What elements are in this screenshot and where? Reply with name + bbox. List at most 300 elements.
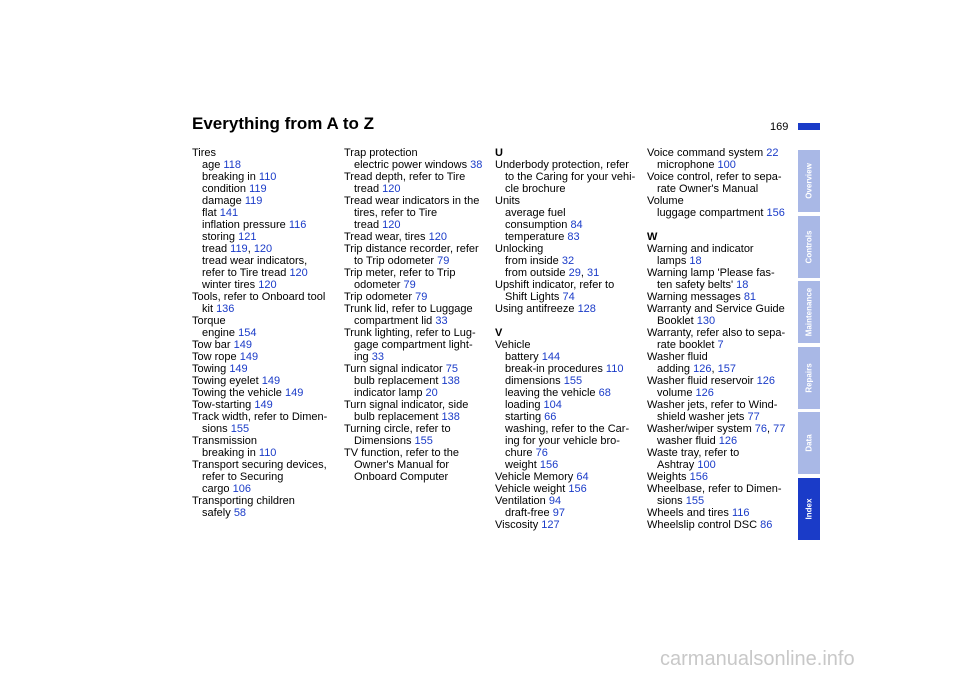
index-entry-text: Towing the vehicle xyxy=(192,387,282,399)
index-entry-text: Warning lamp 'Please fas- xyxy=(647,267,775,279)
index-entry-text: Underbody protection, refer xyxy=(495,159,629,171)
page-reference-link[interactable]: 120 xyxy=(428,231,447,243)
index-entry-text: Ashtray xyxy=(657,459,695,471)
index-entry-text: Washer/wiper system xyxy=(647,423,752,435)
index-entry xyxy=(647,171,787,183)
index-entry xyxy=(647,387,787,399)
page-reference-link[interactable]: 32 xyxy=(561,255,575,267)
index-entry xyxy=(344,147,484,159)
page-reference-link[interactable]: 127 xyxy=(541,519,560,531)
index-entry-text: Turning circle, refer to xyxy=(344,423,451,435)
tab-label: Maintenance xyxy=(804,287,814,337)
index-entry xyxy=(495,411,635,423)
index-entry-text: tread wear indicators, xyxy=(202,255,308,267)
page-reference-link[interactable]: 154 xyxy=(238,327,257,339)
index-entry xyxy=(495,183,635,195)
index-entry-text: Trip distance recorder, refer xyxy=(344,243,479,255)
page-reference-link[interactable]: 97 xyxy=(552,507,565,519)
index-entry xyxy=(495,447,635,459)
index-entry xyxy=(647,303,787,315)
index-entry xyxy=(495,363,635,375)
index-entry-text: Turn signal indicator, side xyxy=(344,399,469,411)
index-entry xyxy=(647,507,787,519)
page-reference-link[interactable]: 116 xyxy=(732,507,750,519)
page-reference-link[interactable]: 118 xyxy=(223,159,241,171)
index-entry-text: Trunk lid, refer to Luggage xyxy=(344,303,473,315)
index-entry-text: from outside xyxy=(505,267,566,279)
index-entry xyxy=(495,291,635,303)
index-entry xyxy=(495,495,635,507)
index-entry xyxy=(647,411,787,423)
page-reference-link[interactable]: 29 xyxy=(568,267,581,279)
index-entry-text: Vehicle weight xyxy=(495,483,566,495)
index-entry-text: Wheelbase, refer to Dimen- xyxy=(647,483,782,495)
section-tabs xyxy=(798,150,820,544)
index-entry xyxy=(495,507,635,519)
index-entry xyxy=(495,159,635,171)
page-reference-link[interactable]: 120 xyxy=(289,267,308,279)
index-entry-text: luggage compartment xyxy=(657,207,764,219)
index-entry xyxy=(647,447,787,459)
index-entry xyxy=(647,207,787,219)
index-entry-text: sions xyxy=(657,495,683,507)
page-reference-link[interactable]: 64 xyxy=(576,471,589,483)
index-entry xyxy=(344,279,484,291)
page-reference-link[interactable]: 149 xyxy=(239,351,259,363)
index-entry xyxy=(192,447,332,459)
index-entry xyxy=(495,351,635,363)
index-entry-text: damage xyxy=(202,195,242,207)
index-entry xyxy=(495,387,635,399)
page-reference-link[interactable]: 77 xyxy=(773,423,786,435)
page-reference-link[interactable]: 149 xyxy=(261,375,281,387)
index-entry-text: break-in procedures xyxy=(505,363,603,375)
index-entry-text: draft-free xyxy=(505,507,550,519)
index-entry xyxy=(495,399,635,411)
index-entry-text: Transporting children xyxy=(192,495,295,507)
index-entry xyxy=(344,363,484,375)
index-letter-heading xyxy=(495,327,635,339)
index-entry-text: loading xyxy=(505,399,541,411)
index-entry-text: Tow rope xyxy=(192,351,237,363)
index-entry xyxy=(344,459,484,471)
index-entry-text: Trip odometer xyxy=(344,291,413,303)
index-entry-text: Weights xyxy=(647,471,687,483)
index-entry-text: tread xyxy=(354,219,380,231)
page-reference-link[interactable]: 155 xyxy=(563,375,583,387)
index-entry xyxy=(647,495,787,507)
index-entry-text: ten safety belts' xyxy=(657,279,734,291)
page-reference-link[interactable]: 120 xyxy=(382,183,401,195)
page-reference-link[interactable]: 100 xyxy=(717,159,736,171)
index-entry xyxy=(647,435,787,447)
index-entry-text: consumption xyxy=(505,219,568,231)
index-entry xyxy=(192,363,332,375)
index-entry-text: compartment lid xyxy=(354,315,433,327)
page-reference-link[interactable]: 81 xyxy=(743,291,757,303)
index-entry xyxy=(647,255,787,267)
page-reference-link[interactable]: 155 xyxy=(685,495,705,507)
tab-controls[interactable] xyxy=(798,216,820,278)
index-entry-text: engine xyxy=(202,327,236,339)
page-reference-link[interactable]: 126 xyxy=(693,363,712,375)
index-letter-heading xyxy=(647,231,787,243)
index-entry xyxy=(495,219,635,231)
index-entry-text: Tools, refer to Onboard tool xyxy=(192,291,326,303)
index-entry xyxy=(344,255,484,267)
page-reference-link[interactable]: 20 xyxy=(425,387,438,399)
page-reference-link[interactable]: 58 xyxy=(233,507,247,519)
index-entry-text: Ventilation xyxy=(495,495,546,507)
index-entry-text: condition xyxy=(202,183,247,195)
index-entry xyxy=(344,339,484,351)
index-entry xyxy=(344,231,484,243)
index-entry xyxy=(192,147,332,159)
index-entry xyxy=(192,471,332,483)
index-entry xyxy=(344,291,484,303)
index-entry xyxy=(344,423,484,435)
page-reference-link[interactable]: 155 xyxy=(230,423,250,435)
index-column-2 xyxy=(344,147,484,483)
index-entry xyxy=(495,195,635,207)
index-entry-text: Units xyxy=(495,195,521,207)
index-entry xyxy=(192,219,332,231)
page-reference-link[interactable]: 126 xyxy=(756,375,775,387)
index-entry-text: kit xyxy=(202,303,213,315)
index-entry xyxy=(647,315,787,327)
index-entry xyxy=(647,279,787,291)
index-entry-text: shield washer jets xyxy=(657,411,745,423)
index-entry xyxy=(495,255,635,267)
index-column-3 xyxy=(495,147,635,531)
index-entry xyxy=(344,195,484,207)
page-reference-link[interactable]: 141 xyxy=(219,207,239,219)
page-reference-link[interactable]: 74 xyxy=(562,291,575,303)
page-reference-link[interactable]: 79 xyxy=(403,279,416,291)
page-reference-link[interactable]: 130 xyxy=(696,315,716,327)
index-entry xyxy=(647,159,787,171)
page-reference-link[interactable]: 128 xyxy=(577,303,596,315)
page-reference-link[interactable]: 136 xyxy=(216,303,235,315)
page-reference-link[interactable]: 79 xyxy=(437,255,450,267)
index-entry-text: TV function, refer to the xyxy=(344,447,459,459)
index-entry-text: V xyxy=(495,327,503,339)
index-entry xyxy=(344,351,484,363)
index-entry-text: Trap protection xyxy=(344,147,418,159)
index-entry-text: W xyxy=(647,231,658,243)
index-entry-text: refer to Securing xyxy=(202,471,284,483)
tab-data[interactable] xyxy=(798,412,820,474)
page-reference-link[interactable]: 138 xyxy=(441,375,460,387)
page-reference-link[interactable]: 120 xyxy=(253,243,273,255)
index-entry-text: breaking in xyxy=(202,447,256,459)
index-entry-text: rate Owner's Manual xyxy=(657,183,759,195)
index-entry-text: inflation pressure xyxy=(202,219,286,231)
index-column-1 xyxy=(192,147,332,519)
page-reference-link[interactable]: 138 xyxy=(441,411,460,423)
tab-repairs[interactable] xyxy=(798,347,820,409)
index-entry-text: Owner's Manual for xyxy=(354,459,450,471)
index-entry-text: cargo xyxy=(202,483,230,495)
index-entry xyxy=(647,243,787,255)
page-reference-link[interactable]: 33 xyxy=(435,315,448,327)
index-entry-text: Upshift indicator, refer to xyxy=(495,279,615,291)
page-reference-link[interactable]: 156 xyxy=(568,483,587,495)
index-entry xyxy=(647,195,787,207)
index-entry xyxy=(192,171,332,183)
index-entry xyxy=(192,483,332,495)
index-entry xyxy=(192,339,332,351)
index-entry xyxy=(344,219,484,231)
page-reference-link[interactable]: 157 xyxy=(717,363,736,375)
index-entry xyxy=(647,339,787,351)
index-entry-text: tread xyxy=(202,243,228,255)
index-entry xyxy=(495,207,635,219)
page-reference-link[interactable]: 22 xyxy=(766,147,779,159)
index-entry-text: Track width, refer to Dimen- xyxy=(192,411,328,423)
index-entry xyxy=(192,159,332,171)
index-entry xyxy=(192,423,332,435)
index-entry-text: age xyxy=(202,159,221,171)
index-entry xyxy=(344,315,484,327)
index-entry xyxy=(344,267,484,279)
page-reference-link[interactable]: 100 xyxy=(697,459,716,471)
tab-maintenance[interactable] xyxy=(798,281,820,343)
page-reference-link[interactable]: 156 xyxy=(539,459,559,471)
index-entry-text: Viscosity xyxy=(495,519,539,531)
page-reference-link[interactable]: 76 xyxy=(754,423,768,435)
index-entry xyxy=(192,507,332,519)
index-entry xyxy=(344,159,484,171)
index-entry-text: Onboard Computer xyxy=(354,471,449,483)
index-entry xyxy=(495,231,635,243)
page-reference-link[interactable]: 110 xyxy=(258,171,277,183)
index-entry-text: tires, refer to Tire xyxy=(354,207,438,219)
index-entry-text: Washer jets, refer to Wind- xyxy=(647,399,778,411)
index-entry xyxy=(495,471,635,483)
index-entry xyxy=(344,327,484,339)
tab-overview[interactable] xyxy=(798,150,820,212)
index-entry-text: Volume xyxy=(647,195,684,207)
index-entry: tread 119, 120 xyxy=(202,243,273,255)
index-entry-text: lamps xyxy=(657,255,687,267)
index-entry xyxy=(192,255,332,267)
index-entry xyxy=(495,519,635,531)
index-entry-text: sions xyxy=(202,423,228,435)
index-entry xyxy=(344,399,484,411)
index-entry-text: washer fluid xyxy=(657,435,716,447)
index-entry-text: cle brochure xyxy=(505,183,566,195)
index-entry xyxy=(344,387,484,399)
page-reference-link[interactable]: 104 xyxy=(543,399,562,411)
index-entry-text: Tread wear indicators in the xyxy=(344,195,480,207)
page-reference-link[interactable]: 126 xyxy=(695,387,714,399)
index-entry xyxy=(192,435,332,447)
index-spacer xyxy=(647,219,787,231)
page-reference-link[interactable]: 86 xyxy=(760,519,773,531)
page-reference-link[interactable]: 33 xyxy=(371,351,384,363)
page-reference-link[interactable]: 119 xyxy=(249,183,267,195)
index-entry xyxy=(192,495,332,507)
page-reference-link[interactable]: 83 xyxy=(567,231,580,243)
index-entry xyxy=(647,483,787,495)
index-entry-text: Vehicle Memory xyxy=(495,471,574,483)
tab-label: Overview xyxy=(804,163,814,199)
index-entry-text: washing, refer to the Car- xyxy=(505,423,630,435)
page-reference-link[interactable]: 66 xyxy=(544,411,557,423)
index-entry-text: Tow-starting xyxy=(192,399,252,411)
index-entry xyxy=(495,243,635,255)
index-entry xyxy=(495,483,635,495)
index-entry-text: Warranty and Service Guide xyxy=(647,303,785,315)
index-entry-text: Trip meter, refer to Trip xyxy=(344,267,456,279)
page-number-bar xyxy=(798,123,820,130)
index-entry-text: indicator lamp xyxy=(354,387,423,399)
index-entry xyxy=(647,147,787,159)
index-entry xyxy=(192,279,332,291)
index-entry-text: flat xyxy=(202,207,217,219)
index-entry xyxy=(344,183,484,195)
index-entry-text: ing xyxy=(354,351,369,363)
index-entry xyxy=(647,291,787,303)
page-reference-link[interactable]: 156 xyxy=(689,471,708,483)
index-entry-text: ing for your vehicle bro- xyxy=(505,435,620,447)
index-entry-text: Shift Lights xyxy=(505,291,560,303)
index-entry-text: Unlocking xyxy=(495,243,544,255)
index-entry-text: Booklet xyxy=(657,315,694,327)
index-entry-text: Tow bar xyxy=(192,339,231,351)
index-entry-text: breaking in xyxy=(202,171,256,183)
index-entry xyxy=(344,435,484,447)
page-title: Everything from A to Z xyxy=(192,114,374,133)
index-entry xyxy=(344,375,484,387)
tab-label: Index xyxy=(804,498,814,520)
index-entry xyxy=(192,387,332,399)
index-entry-text: Warning messages xyxy=(647,291,741,303)
index-entry xyxy=(192,459,332,471)
index-entry xyxy=(192,351,332,363)
index-entry-text: Vehicle xyxy=(495,339,531,351)
index-spacer xyxy=(495,315,635,327)
index-entry-text: average fuel xyxy=(505,207,566,219)
index-entry-text: Tread wear, tires xyxy=(344,231,426,243)
page-reference-link[interactable]: 94 xyxy=(548,495,562,507)
index-entry xyxy=(495,339,635,351)
index-entry xyxy=(495,375,635,387)
index-entry-text: Washer fluid reservoir xyxy=(647,375,754,387)
index-entry xyxy=(647,399,787,411)
index-entry-text: chure xyxy=(505,447,533,459)
page-reference-link[interactable]: 76 xyxy=(535,447,548,459)
tab-index[interactable] xyxy=(798,478,820,540)
page-reference-link[interactable]: 120 xyxy=(258,279,277,291)
index-entry xyxy=(647,267,787,279)
index-entry xyxy=(192,267,332,279)
page-reference-link[interactable]: 119 xyxy=(230,243,248,255)
index-entry xyxy=(192,231,332,243)
index-entry xyxy=(192,327,332,339)
page-reference-link[interactable]: 155 xyxy=(414,435,433,447)
page-reference-link[interactable]: 156 xyxy=(766,207,785,219)
index-entry-text: tread xyxy=(354,183,380,195)
index-entry-text: battery xyxy=(505,351,539,363)
page-reference-link[interactable]: 121 xyxy=(238,231,257,243)
index-entry-text: Wheels and tires xyxy=(647,507,729,519)
page-reference-link[interactable]: 149 xyxy=(254,399,273,411)
index-entry-text: storing xyxy=(202,231,236,243)
page-reference-link[interactable]: 7 xyxy=(717,339,724,351)
page-reference-link[interactable]: 149 xyxy=(284,387,304,399)
page-reference-link[interactable]: 110 xyxy=(605,363,624,375)
index-entry-text: electric power windows xyxy=(354,159,468,171)
index-entry-text: Tread depth, refer to Tire xyxy=(344,171,466,183)
index-entry xyxy=(344,171,484,183)
index-entry-text: from inside xyxy=(505,255,559,267)
index-entry-text: bulb replacement xyxy=(354,411,439,423)
index-entry xyxy=(192,315,332,327)
index-entry xyxy=(192,183,332,195)
index-entry-text: Transmission xyxy=(192,435,257,447)
index-entry-text: Warranty, refer also to sepa- xyxy=(647,327,786,339)
page-reference-link[interactable]: 38 xyxy=(470,159,483,171)
page-reference-link[interactable]: 18 xyxy=(689,255,702,267)
page-reference-link[interactable]: 116 xyxy=(288,219,307,231)
page-reference-link[interactable]: 106 xyxy=(232,483,251,495)
page-number: 169 xyxy=(770,121,789,133)
index-entry-text: adding xyxy=(657,363,691,375)
page-reference-link[interactable]: 75 xyxy=(445,363,458,375)
index-entry-text: Using antifreeze xyxy=(495,303,575,315)
index-entry-text: Wheelslip control DSC xyxy=(647,519,758,531)
index-entry-text: Washer fluid xyxy=(647,351,708,363)
page-reference-link[interactable]: 68 xyxy=(598,387,611,399)
tab-label: Repairs xyxy=(804,363,814,393)
index-entry xyxy=(192,375,332,387)
page-reference-link[interactable]: 110 xyxy=(258,447,277,459)
page-reference-link[interactable]: 31 xyxy=(586,267,600,279)
index-entry: adding 126, 157 xyxy=(657,363,736,375)
index-entry xyxy=(647,375,787,387)
page-reference-link[interactable]: 18 xyxy=(736,279,749,291)
page-reference-link[interactable]: 126 xyxy=(718,435,738,447)
page-reference-link[interactable]: 144 xyxy=(541,351,561,363)
page-reference-link[interactable]: 79 xyxy=(415,291,428,303)
index-entry xyxy=(647,471,787,483)
index-entry-text: Torque xyxy=(192,315,226,327)
index-entry xyxy=(495,279,635,291)
index-entry-text: odometer xyxy=(354,279,401,291)
page-reference-link[interactable]: 119 xyxy=(244,195,263,207)
index-entry xyxy=(495,423,635,435)
index-column-4 xyxy=(647,147,787,531)
index-entry xyxy=(192,195,332,207)
page-reference-link[interactable]: 149 xyxy=(229,363,248,375)
index-entry xyxy=(344,207,484,219)
index-entry xyxy=(495,435,635,447)
index-entry xyxy=(192,303,332,315)
page-reference-link[interactable]: 149 xyxy=(233,339,252,351)
page-reference-link[interactable]: 120 xyxy=(382,219,401,231)
index-entry-text: temperature xyxy=(505,231,565,243)
index-entry-text: to the Caring for your vehi- xyxy=(505,171,636,183)
index-entry xyxy=(192,291,332,303)
index-entry xyxy=(192,399,332,411)
index-entry: from outside 29, 31 xyxy=(505,267,600,279)
page-reference-link[interactable]: 84 xyxy=(570,219,583,231)
index-entry xyxy=(647,351,787,363)
index-entry-text: Voice control, refer to sepa- xyxy=(647,171,782,183)
page-reference-link[interactable]: 77 xyxy=(747,411,760,423)
